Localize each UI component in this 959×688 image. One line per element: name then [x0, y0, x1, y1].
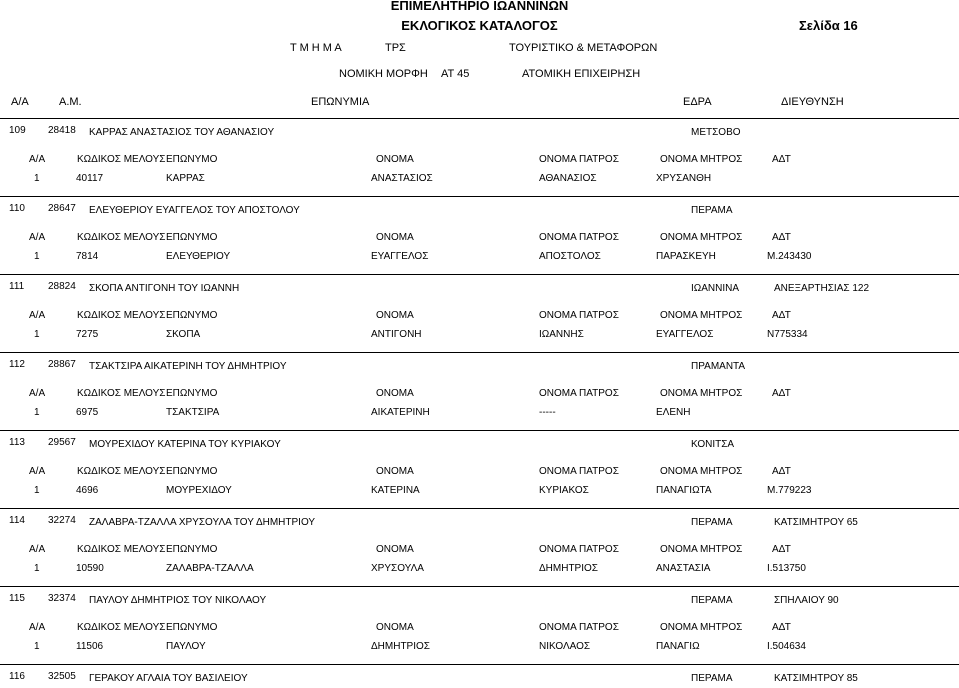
- member-father: ΝΙΚΟΛΑΟΣ: [539, 641, 591, 652]
- member-surname: ΤΣΑΚΤΣΙΡΑ: [166, 407, 220, 418]
- member-header-mother: ΟΝΟΜΑ ΜΗΤΡΟΣ: [660, 388, 743, 399]
- member-mother: ΠΑΝΑΓΙΩΤΑ: [656, 485, 712, 496]
- member-header-aa: Α/Α: [29, 466, 46, 477]
- column-aa: Α/Α: [11, 96, 29, 108]
- member-father: -----: [539, 407, 556, 418]
- entry-address: ΚΑΤΣΙΜΗΤΡΟΥ 65: [774, 517, 858, 528]
- member-aa: 1: [34, 173, 40, 184]
- entry-seat: ΙΩΑΝΝΙΝΑ: [691, 283, 740, 294]
- member-header-id: ΑΔΤ: [772, 388, 791, 399]
- member-header-code: ΚΩΔΙΚΟΣ ΜΕΛΟΥΣ: [77, 622, 166, 633]
- member-header-mother: ΟΝΟΜΑ ΜΗΤΡΟΣ: [660, 466, 743, 477]
- member-father: ΚΥΡΙΑΚΟΣ: [539, 485, 589, 496]
- member-code: 7814: [76, 251, 99, 262]
- member-header-code: ΚΩΔΙΚΟΣ ΜΕΛΟΥΣ: [77, 466, 166, 477]
- member-header-code: ΚΩΔΙΚΟΣ ΜΕΛΟΥΣ: [77, 388, 166, 399]
- entry-name: ΕΛΕΥΘΕΡΙΟΥ ΕΥΑΓΓΕΛΟΣ ΤΟΥ ΑΠΟΣΤΟΛΟΥ: [89, 205, 300, 216]
- member-header-father: ΟΝΟΜΑ ΠΑΤΡΟΣ: [539, 544, 619, 555]
- member-mother: ΕΥΑΓΓΕΛΟΣ: [656, 329, 714, 340]
- entry-name: ΠΑΥΛΟΥ ΔΗΜΗΤΡΙΟΣ ΤΟΥ ΝΙΚΟΛΑΟΥ: [89, 595, 267, 606]
- member-header-aa: Α/Α: [29, 544, 46, 555]
- member-code: 7275: [76, 329, 99, 340]
- member-code: 6975: [76, 407, 99, 418]
- entry-divider: [0, 430, 959, 431]
- entry-name: ΣΚΟΠΑ ΑΝΤΙΓΟΝΗ ΤΟΥ ΙΩΑΝΝΗ: [89, 283, 240, 294]
- entry-seat: ΠΕΡΑΜΑ: [691, 517, 733, 528]
- entry-am: 28824: [48, 281, 76, 292]
- member-surname: ΚΑΡΡΑΣ: [166, 173, 205, 184]
- member-mother: ΠΑΝΑΓΙΩ: [656, 641, 700, 652]
- page-number: Σελίδα 16: [799, 18, 858, 33]
- member-surname: ΖΑΛΑΒΡΑ-ΤΖΑΛΛΑ: [166, 563, 254, 574]
- member-header-id: ΑΔΤ: [772, 154, 791, 165]
- entry-aa: 110: [9, 203, 25, 214]
- entry-aa: 113: [9, 437, 25, 448]
- member-code: 11506: [76, 641, 104, 652]
- member-first: ΚΑΤΕΡΙΝΑ: [371, 485, 420, 496]
- member-id: Ι.504634: [767, 641, 806, 652]
- entry-am: 29567: [48, 437, 76, 448]
- member-header-father: ΟΝΟΜΑ ΠΑΤΡΟΣ: [539, 154, 619, 165]
- member-header-mother: ΟΝΟΜΑ ΜΗΤΡΟΣ: [660, 622, 743, 633]
- entry-name: ΖΑΛΑΒΡΑ-ΤΖΑΛΛΑ ΧΡΥΣΟΥΛΑ ΤΟΥ ΔΗΜΗΤΡΙΟΥ: [89, 517, 316, 528]
- entry-seat: ΠΕΡΑΜΑ: [691, 595, 733, 606]
- member-header-surname: ΕΠΩΝΥΜΟ: [166, 310, 218, 321]
- member-header-father: ΟΝΟΜΑ ΠΑΤΡΟΣ: [539, 622, 619, 633]
- member-mother: ΕΛΕΝΗ: [656, 407, 691, 418]
- member-id: Μ.779223: [767, 485, 812, 496]
- entry-aa: 115: [9, 593, 25, 604]
- entry-seat: ΠΡΑΜΑΝΤΑ: [691, 361, 746, 372]
- member-header-father: ΟΝΟΜΑ ΠΑΤΡΟΣ: [539, 388, 619, 399]
- member-header-id: ΑΔΤ: [772, 622, 791, 633]
- entry-address: ΣΠΗΛΑΙΟΥ 90: [774, 595, 839, 606]
- organization-name: ΕΠΙΜΕΛΗΤΗΡΙΟ ΙΩΑΝΝΙΝΩΝ: [390, 0, 569, 13]
- member-header-id: ΑΔΤ: [772, 466, 791, 477]
- member-header-first: ΟΝΟΜΑ: [376, 466, 414, 477]
- member-header-first: ΟΝΟΜΑ: [376, 232, 414, 243]
- entry-divider: [0, 352, 959, 353]
- member-header-first: ΟΝΟΜΑ: [376, 388, 414, 399]
- member-header-mother: ΟΝΟΜΑ ΜΗΤΡΟΣ: [660, 310, 743, 321]
- entry-am: 28418: [48, 125, 76, 136]
- legal-form-label: ΝΟΜΙΚΗ ΜΟΡΦΗ: [339, 68, 428, 80]
- member-header-first: ΟΝΟΜΑ: [376, 622, 414, 633]
- entry-name: ΜΟΥΡΕΧΙΔΟΥ ΚΑΤΕΡΙΝΑ ΤΟΥ ΚΥΡΙΑΚΟΥ: [89, 439, 281, 450]
- entry-am: 28647: [48, 203, 76, 214]
- member-first: ΔΗΜΗΤΡΙΟΣ: [371, 641, 430, 652]
- entry-divider: [0, 508, 959, 509]
- entry-aa: 111: [9, 281, 25, 292]
- member-header-aa: Α/Α: [29, 622, 46, 633]
- member-header-surname: ΕΠΩΝΥΜΟ: [166, 466, 218, 477]
- entry-divider: [0, 274, 959, 275]
- member-header-aa: Α/Α: [29, 232, 46, 243]
- member-id: Μ.243430: [767, 251, 812, 262]
- member-header-aa: Α/Α: [29, 388, 46, 399]
- member-header-surname: ΕΠΩΝΥΜΟ: [166, 622, 218, 633]
- member-header-first: ΟΝΟΜΑ: [376, 544, 414, 555]
- member-mother: ΑΝΑΣΤΑΣΙΑ: [656, 563, 711, 574]
- column-name: ΕΠΩΝΥΜΙΑ: [311, 96, 370, 108]
- member-header-mother: ΟΝΟΜΑ ΜΗΤΡΟΣ: [660, 544, 743, 555]
- legal-form-code: ΑΤ 45: [441, 68, 470, 80]
- entry-name: ΚΑΡΡΑΣ ΑΝΑΣΤΑΣΙΟΣ ΤΟΥ ΑΘΑΝΑΣΙΟΥ: [89, 127, 275, 138]
- member-father: ΙΩΑΝΝΗΣ: [539, 329, 584, 340]
- legal-form-name: ΑΤΟΜΙΚΗ ΕΠΙΧΕΙΡΗΣΗ: [522, 68, 641, 80]
- member-header-surname: ΕΠΩΝΥΜΟ: [166, 544, 218, 555]
- entry-name: ΤΣΑΚΤΣΙΡΑ ΑΙΚΑΤΕΡΙΝΗ ΤΟΥ ΔΗΜΗΤΡΙΟΥ: [89, 361, 287, 372]
- entry-divider: [0, 196, 959, 197]
- member-header-mother: ΟΝΟΜΑ ΜΗΤΡΟΣ: [660, 154, 743, 165]
- member-header-aa: Α/Α: [29, 154, 46, 165]
- member-header-father: ΟΝΟΜΑ ΠΑΤΡΟΣ: [539, 466, 619, 477]
- member-aa: 1: [34, 485, 40, 496]
- member-header-surname: ΕΠΩΝΥΜΟ: [166, 388, 218, 399]
- member-id: Ι.513750: [767, 563, 806, 574]
- member-surname: ΜΟΥΡΕΧΙΔΟΥ: [166, 485, 232, 496]
- entry-aa: 116: [9, 671, 25, 682]
- member-father: ΑΘΑΝΑΣΙΟΣ: [539, 173, 597, 184]
- member-header-mother: ΟΝΟΜΑ ΜΗΤΡΟΣ: [660, 232, 743, 243]
- member-header-id: ΑΔΤ: [772, 232, 791, 243]
- entry-seat: ΠΕΡΑΜΑ: [691, 205, 733, 216]
- member-aa: 1: [34, 563, 40, 574]
- entry-seat: ΚΟΝΙΤΣΑ: [691, 439, 735, 450]
- member-header-code: ΚΩΔΙΚΟΣ ΜΕΛΟΥΣ: [77, 310, 166, 321]
- member-header-father: ΟΝΟΜΑ ΠΑΤΡΟΣ: [539, 232, 619, 243]
- entry-aa: 109: [9, 125, 26, 136]
- member-aa: 1: [34, 641, 40, 652]
- entry-seat: ΜΕΤΣΟΒΟ: [691, 127, 741, 138]
- entry-name: ΓΕΡΑΚΟΥ ΑΓΛΑΙΑ ΤΟΥ ΒΑΣΙΛΕΙΟΥ: [89, 673, 248, 684]
- column-am: Α.Μ.: [59, 96, 82, 108]
- entry-address: ΚΑΤΣΙΜΗΤΡΟΥ 85: [774, 673, 858, 684]
- entry-seat: ΠΕΡΑΜΑ: [691, 673, 733, 684]
- member-header-surname: ΕΠΩΝΥΜΟ: [166, 232, 218, 243]
- section-code: ΤΡΣ: [385, 42, 406, 54]
- member-code: 10590: [76, 563, 104, 574]
- member-code: 4696: [76, 485, 99, 496]
- member-aa: 1: [34, 251, 40, 262]
- member-header-first: ΟΝΟΜΑ: [376, 310, 414, 321]
- document-title: ΕΚΛΟΓΙΚΟΣ ΚΑΤΑΛΟΓΟΣ: [401, 18, 558, 33]
- entry-am: 32274: [48, 515, 76, 526]
- member-mother: ΧΡΥΣΑΝΘΗ: [656, 173, 712, 184]
- entry-aa: 112: [9, 359, 25, 370]
- member-aa: 1: [34, 329, 40, 340]
- member-header-code: ΚΩΔΙΚΟΣ ΜΕΛΟΥΣ: [77, 544, 166, 555]
- entry-am: 32374: [48, 593, 76, 604]
- entry-am: 32505: [48, 671, 76, 682]
- entry-divider: [0, 664, 959, 665]
- section-label: Τ Μ Η Μ Α: [290, 42, 342, 54]
- member-aa: 1: [34, 407, 40, 418]
- member-mother: ΠΑΡΑΣΚΕΥΗ: [656, 251, 716, 262]
- member-first: ΕΥΑΓΓΕΛΟΣ: [371, 251, 429, 262]
- member-header-id: ΑΔΤ: [772, 310, 791, 321]
- section-name: ΤΟΥΡΙΣΤΙΚΟ & ΜΕΤΑΦΟΡΩΝ: [509, 42, 658, 54]
- entry-am: 28867: [48, 359, 76, 370]
- member-first: ΑΝΑΣΤΑΣΙΟΣ: [371, 173, 433, 184]
- column-address: ΔΙΕΥΘΥΝΣΗ: [781, 96, 844, 108]
- member-id: Ν775334: [767, 329, 808, 340]
- member-header-father: ΟΝΟΜΑ ΠΑΤΡΟΣ: [539, 310, 619, 321]
- member-header-code: ΚΩΔΙΚΟΣ ΜΕΛΟΥΣ: [77, 154, 166, 165]
- member-surname: ΠΑΥΛΟΥ: [166, 641, 206, 652]
- member-surname: ΣΚΟΠΑ: [166, 329, 201, 340]
- entry-aa: 114: [9, 515, 25, 526]
- entry-divider: [0, 586, 959, 587]
- member-father: ΔΗΜΗΤΡΙΟΣ: [539, 563, 598, 574]
- member-header-id: ΑΔΤ: [772, 544, 791, 555]
- member-header-code: ΚΩΔΙΚΟΣ ΜΕΛΟΥΣ: [77, 232, 166, 243]
- member-code: 40117: [76, 173, 104, 184]
- entry-divider: [0, 118, 959, 119]
- member-header-aa: Α/Α: [29, 310, 46, 321]
- member-first: ΧΡΥΣΟΥΛΑ: [371, 563, 424, 574]
- member-surname: ΕΛΕΥΘΕΡΙΟΥ: [166, 251, 231, 262]
- column-seat: ΕΔΡΑ: [683, 96, 712, 108]
- member-first: ΑΝΤΙΓΟΝΗ: [371, 329, 422, 340]
- entry-address: ΑΝΕΞΑΡΤΗΣΙΑΣ 122: [774, 283, 870, 294]
- member-header-first: ΟΝΟΜΑ: [376, 154, 414, 165]
- member-father: ΑΠΟΣΤΟΛΟΣ: [539, 251, 601, 262]
- member-first: ΑΙΚΑΤΕΡΙΝΗ: [371, 407, 430, 418]
- member-header-surname: ΕΠΩΝΥΜΟ: [166, 154, 218, 165]
